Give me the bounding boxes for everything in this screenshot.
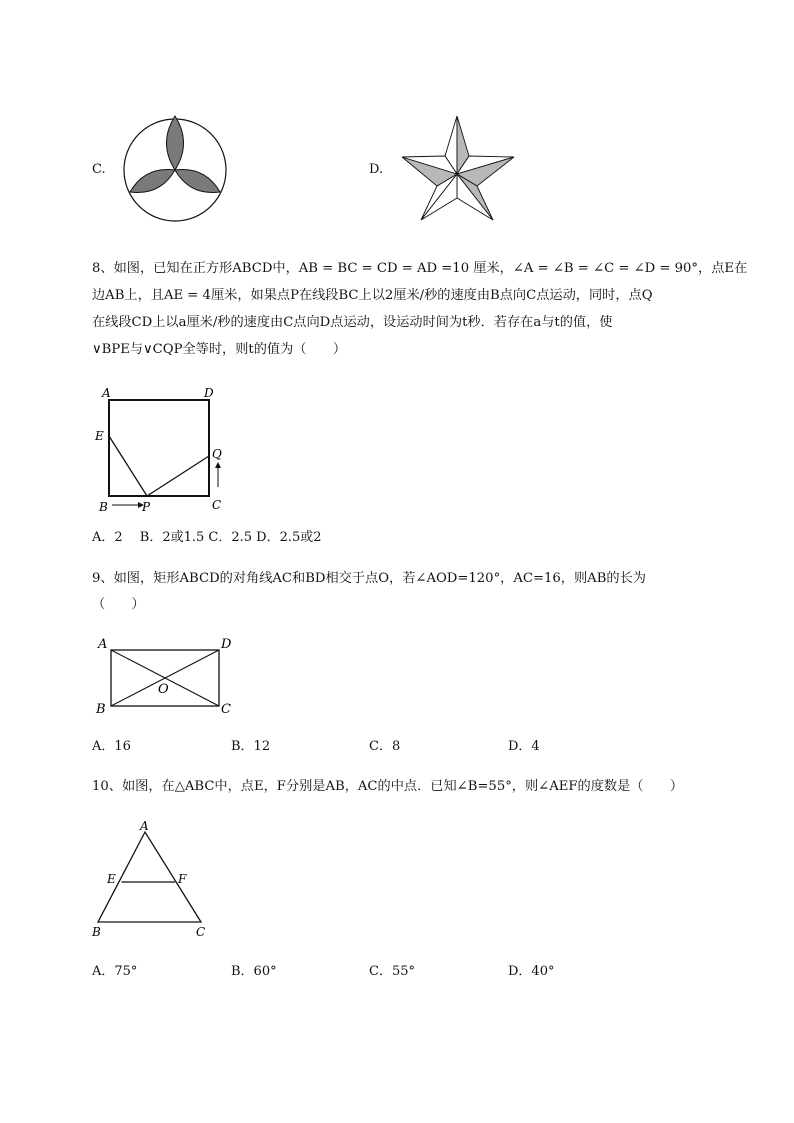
label-e: E <box>95 429 104 443</box>
q8-text-line-1: 8、如图，已知在正方形ABCD中，AB = BC = CD = AD =10 厘米，∠A = ∠B = ∠C = ∠D = 90°，点E在 <box>92 261 748 276</box>
q10-option-b: B．60° <box>231 964 277 979</box>
q9-text-line-2: （ ） <box>92 597 145 612</box>
label-b: B <box>96 702 106 717</box>
q10-text-line-1: 10、如图，在△ABC中，点E，F分别是AB，AC的中点．已知∠B=55°，则∠AEF的度数是（ ） <box>92 779 684 794</box>
q10-option-d: D．40° <box>508 964 555 979</box>
square-abcd-figure <box>88 383 238 518</box>
option-c-label: C. <box>92 162 106 177</box>
label-d: D <box>204 386 214 400</box>
label-b: B <box>99 500 108 514</box>
q8-options: A．2 B．2或1.5 C．2.5 D．2.5或2 <box>92 530 322 545</box>
star-figure <box>400 114 516 224</box>
q8-text-line-3: 在线段CD上以a厘米/秒的速度由C点向D点运动，设运动时间为t秒．若存在a与t的值，使 <box>92 315 613 330</box>
q10-option-c: C．55° <box>369 964 415 979</box>
label-q: Q <box>212 447 222 461</box>
rectangle-abcd-figure <box>92 633 242 719</box>
label-c: C <box>221 702 231 717</box>
label-a: A <box>102 386 111 400</box>
q8-text-line-2: 边AB上，且AE = 4厘米，如果点P在线段BC上以2厘米/秒的速度由B点向C点运动，同时，点Q <box>92 288 653 303</box>
label-b: B <box>92 925 101 939</box>
label-a: A <box>98 637 108 652</box>
label-c: C <box>196 925 206 939</box>
label-a: A <box>140 819 149 833</box>
q9-option-a: A．16 <box>92 739 131 754</box>
q8-text-line-4: ∨BPE与∨CQP全等时，则t的值为（ ） <box>92 342 347 357</box>
label-d: D <box>221 637 232 652</box>
q9-option-d: D．4 <box>508 739 540 754</box>
label-f: F <box>178 872 187 886</box>
label-p: P <box>142 500 151 514</box>
label-c: C <box>212 498 222 512</box>
option-d-label: D. <box>369 162 384 177</box>
q9-option-c: C．8 <box>369 739 401 754</box>
q9-text-line-1: 9、如图，矩形ABCD的对角线AC和BD相交于点O，若∠AOD=120°，AC=16，则AB的长为 <box>92 571 646 586</box>
q9-option-b: B．12 <box>231 739 271 754</box>
trefoil-circle-figure <box>120 112 230 224</box>
triangle-abc-figure <box>90 818 220 942</box>
label-o: O <box>158 682 169 697</box>
label-e: E <box>107 872 116 886</box>
q10-option-a: A．75° <box>92 964 138 979</box>
